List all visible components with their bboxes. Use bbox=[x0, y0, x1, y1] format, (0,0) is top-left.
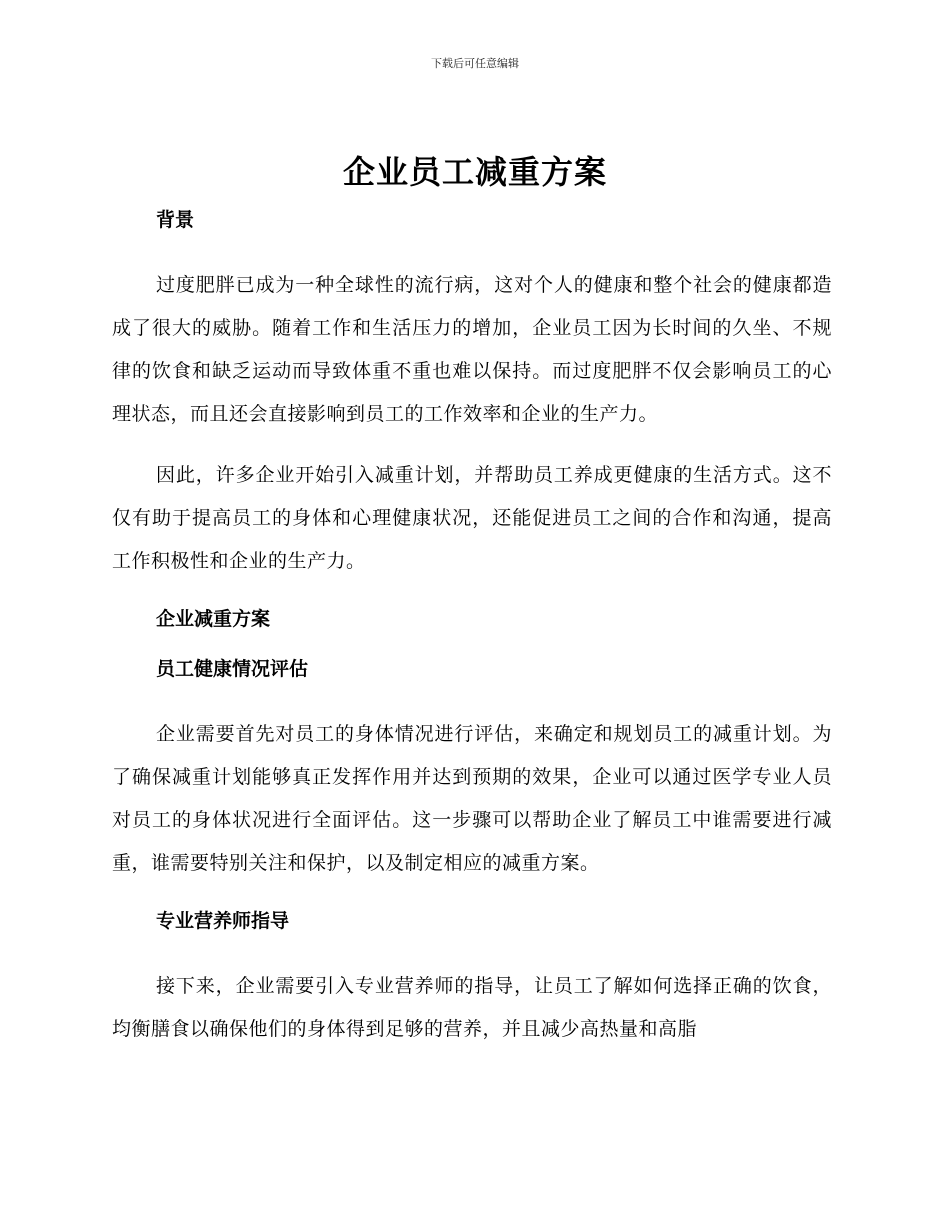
document-body bbox=[112, 206, 832, 1051]
section-heading-plan: 企业减重方案 bbox=[156, 608, 271, 630]
document-title: 企业员工减重方案 bbox=[342, 153, 607, 191]
paragraph-nutrition-1: 接下来，企业需要引入专业营养师的指导，让员工了解如何选择正确的饮食，均衡膳食以确保他们的身体得到足够的营养，并且减少高热量和高脂 bbox=[112, 975, 832, 1040]
section-heading-assessment: 员工健康情况评估 bbox=[156, 658, 309, 680]
paragraph-assessment-1: 企业需要首先对员工的身体情况进行评估，来确定和规划员工的减重计划。为了确保减重计划能够真正发挥作用并达到预期的效果，企业可以通过医学专业人员对员工的身体状况进行全面评估。这一步骤可以帮助企业了解员工中谁需要进行减重，谁需要特别关注和保护，以及制定相应的减重方案。 bbox=[112, 723, 832, 874]
paragraph-background-1: 过度肥胖已成为一种全球性的流行病，这对个人的健康和整个社会的健康都造成了很大的威胁。随着工作和生活压力的增加，企业员工因为长时间的久坐、不规律的饮食和缺乏运动而导致体重不重也难以保持。而过度肥胖不仅会影响员工的心理状态，而且还会直接影响到员工的工作效率和企业的生产力。 bbox=[112, 274, 832, 425]
section-heading-nutrition: 专业营养师指导 bbox=[156, 910, 290, 932]
paragraph-background-2: 因此，许多企业开始引入减重计划，并帮助员工养成更健康的生活方式。这不仅有助于提高员工的身体和心理健康状况，还能促进员工之间的合作和沟通，提高工作积极性和企业的生产力。 bbox=[112, 464, 832, 572]
section-heading-background: 背景 bbox=[156, 209, 195, 231]
header-note: 下载后可任意编辑 bbox=[431, 57, 519, 70]
